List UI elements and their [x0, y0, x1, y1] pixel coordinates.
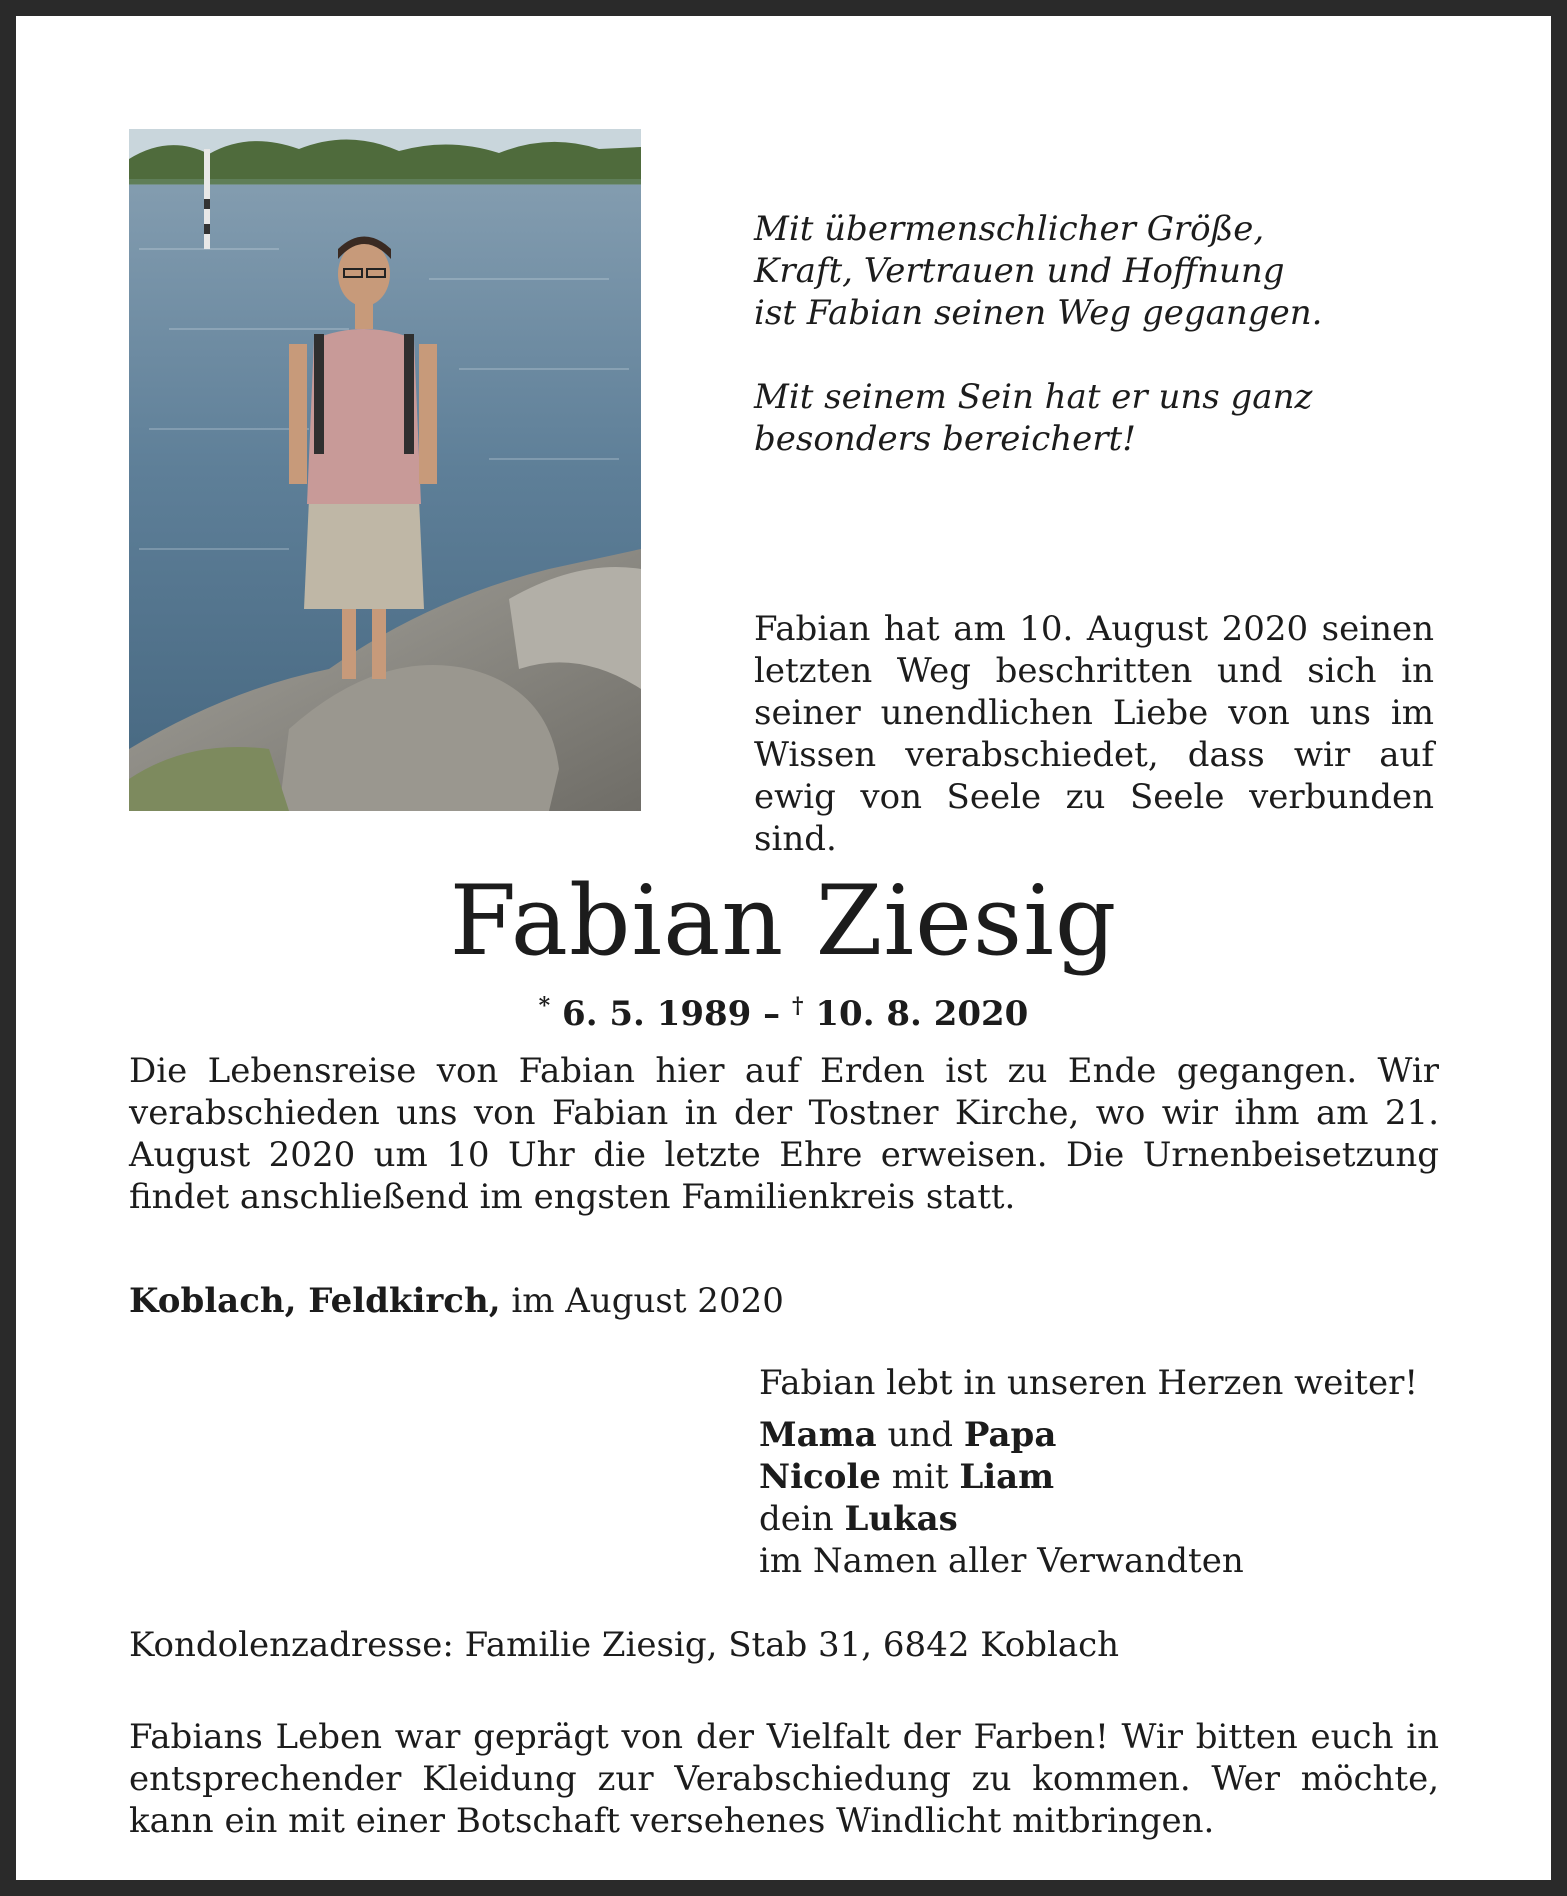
place-date: im August 2020 [500, 1281, 784, 1321]
signoff-parents [759, 1414, 1459, 1456]
obituary-page [16, 16, 1551, 1880]
place-names: Koblach, Feldkirch, [129, 1281, 501, 1321]
portrait-photo [129, 129, 641, 811]
family-signoff [759, 1362, 1459, 1582]
connector-dein: dein [759, 1499, 845, 1539]
place-date-line [129, 1280, 1129, 1322]
portrait-image [129, 129, 641, 811]
birth-symbol: * [538, 993, 551, 1019]
connector-mit: mit [880, 1457, 960, 1497]
birth-date: 6. 5. 1989 [562, 994, 752, 1034]
quote-line: Mit seinem Sein hat er uns ganz [754, 377, 1313, 417]
liam-name: Liam [959, 1457, 1055, 1497]
signoff-line: Fabian lebt in unseren Herzen weiter! [759, 1363, 1418, 1403]
closing-paragraph: Fabians Leben war geprägt von der Vielfalt der Farben! Wir bitten euch in entsprechender Kleidung zur Verabschiedung zu kommen. Wer möchte, kann ein mit einer Botschaft versehenes Windlicht mitbringen. [129, 1717, 1439, 1841]
signoff-sister [759, 1456, 1459, 1498]
quote-line: Kraft, Vertrauen und Hoffnung [754, 251, 1285, 291]
death-date: 10. 8. 2020 [815, 994, 1029, 1034]
papa-name: Papa [963, 1415, 1057, 1455]
lukas-name: Lukas [844, 1499, 958, 1539]
date-separator: – [763, 994, 781, 1034]
quote-line: besonders bereichert! [754, 419, 1136, 459]
signoff-relatives: im Namen aller Verwandten [759, 1541, 1244, 1581]
deceased-name: Fabian Ziesig [449, 865, 1118, 977]
death-symbol: † [792, 993, 804, 1019]
quote-line: Mit übermenschlicher Größe, [754, 209, 1265, 249]
intro-paragraph: Fabian hat am 10. August 2020 seinen letzten Weg beschritten und sich in seiner unendlichen Liebe von uns im Wissen verabschiedet, dass wir auf ewig von Seele zu Seele verbunden sind. [754, 609, 1434, 859]
funeral-announcement: Die Lebensreise von Fabian hier auf Erden ist zu Ende gegangen. Wir verabschieden uns von Fabian in der Tostner Kirche, wo wir ihm am 21. August 2020 um 10 Uhr die letzte Ehre erweisen. Die Urnenbeisetzung findet anschließend im engsten Familienkreis statt. [129, 1051, 1439, 1217]
quote-paragraph-2 [754, 376, 1454, 460]
condolence-address: Kondolenzadresse: Familie Ziesig, Stab 31, 6842 Koblach [129, 1625, 1120, 1665]
mama-name: Mama [759, 1415, 877, 1455]
life-dates [16, 984, 1551, 1036]
signoff-partner [759, 1498, 1459, 1540]
quote-paragraph-1 [754, 208, 1454, 334]
nicole-name: Nicole [759, 1457, 881, 1497]
connector-und: und [876, 1415, 964, 1455]
quote-line: ist Fabian seinen Weg gegangen. [754, 293, 1323, 333]
opening-quote [754, 208, 1454, 460]
